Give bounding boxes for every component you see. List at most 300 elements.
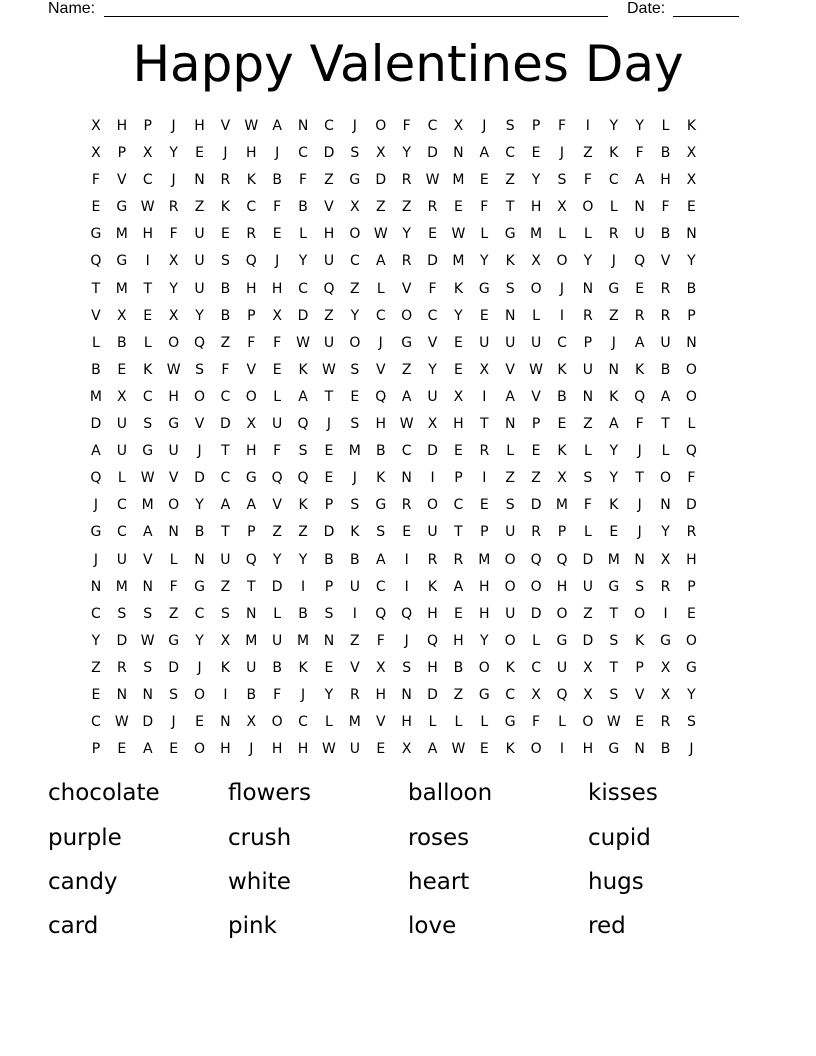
grid-letter[interactable]: X — [557, 470, 567, 487]
grid-letter[interactable]: L — [583, 524, 592, 541]
grid-letter[interactable]: C — [142, 172, 153, 189]
grid-letter[interactable]: A — [142, 741, 153, 758]
grid-letter[interactable]: N — [634, 199, 645, 216]
grid-letter[interactable]: D — [271, 578, 283, 595]
grid-letter[interactable]: O — [193, 741, 206, 758]
grid-letter[interactable]: P — [117, 145, 127, 162]
grid-letter[interactable]: K — [246, 172, 256, 189]
grid-letter[interactable]: O — [556, 253, 568, 270]
grid-letter[interactable]: L — [687, 416, 696, 433]
grid-letter[interactable]: G — [504, 226, 516, 243]
grid-letter[interactable]: H — [427, 659, 438, 676]
grid-letter[interactable]: E — [531, 145, 541, 162]
grid-letter[interactable]: K — [298, 497, 308, 514]
grid-letter[interactable]: L — [661, 118, 670, 134]
grid-letter[interactable]: K — [376, 470, 386, 487]
grid-letter[interactable]: R — [583, 307, 593, 324]
grid-letter[interactable]: X — [401, 741, 412, 758]
grid-letter[interactable]: N — [142, 578, 153, 595]
grid-letter[interactable]: W — [606, 714, 621, 731]
grid-letter[interactable]: R — [401, 497, 412, 514]
grid-letter[interactable]: G — [556, 632, 568, 649]
grid-letter[interactable]: I — [559, 307, 565, 324]
grid-letter[interactable]: P — [635, 659, 644, 676]
grid-letter[interactable]: I — [223, 686, 228, 703]
grid-letter[interactable]: X — [350, 199, 360, 216]
grid-letter[interactable]: A — [660, 388, 671, 405]
grid-letter[interactable]: L — [558, 226, 566, 243]
grid-letter[interactable]: Q — [427, 632, 439, 649]
grid-letter[interactable]: D — [427, 145, 438, 162]
grid-letter[interactable]: S — [143, 605, 153, 622]
grid-letter[interactable]: I — [585, 118, 590, 134]
grid-letter[interactable]: T — [454, 524, 463, 541]
grid-letter[interactable]: Y — [169, 280, 178, 297]
grid-letter[interactable]: L — [92, 334, 100, 351]
grid-letter[interactable]: Y — [609, 443, 619, 460]
grid-letter[interactable]: E — [195, 714, 204, 731]
grid-letter[interactable]: Y — [480, 253, 489, 270]
grid-letter[interactable]: Y — [687, 253, 696, 270]
grid-letter[interactable]: T — [324, 388, 334, 405]
grid-letter[interactable]: V — [220, 118, 231, 134]
grid-letter[interactable]: D — [427, 253, 438, 270]
grid-letter[interactable]: H — [453, 632, 464, 649]
grid-letter[interactable]: J — [559, 280, 565, 297]
grid-letter[interactable]: N — [401, 686, 412, 703]
grid-letter[interactable]: Z — [91, 659, 101, 676]
grid-letter[interactable]: O — [401, 307, 413, 324]
grid-letter[interactable]: G — [349, 172, 361, 189]
grid-letter[interactable]: M — [452, 172, 465, 189]
grid-letter[interactable]: Y — [402, 226, 411, 243]
grid-letter[interactable]: W — [399, 416, 414, 433]
grid-letter[interactable]: L — [454, 714, 463, 731]
grid-letter[interactable]: L — [143, 334, 152, 351]
grid-letter[interactable]: A — [608, 416, 619, 433]
grid-letter[interactable]: K — [635, 632, 645, 649]
grid-letter[interactable]: B — [220, 307, 231, 324]
grid-letter[interactable]: Y — [583, 253, 593, 270]
grid-letter[interactable]: O — [660, 470, 672, 487]
grid-letter[interactable]: U — [582, 361, 593, 378]
grid-letter[interactable]: C — [194, 605, 205, 622]
grid-letter[interactable]: F — [247, 334, 256, 351]
grid-letter[interactable]: A — [479, 145, 490, 162]
grid-letter[interactable]: H — [375, 686, 386, 703]
grid-letter[interactable]: B — [298, 199, 308, 216]
grid-letter[interactable]: D — [375, 172, 387, 189]
grid-letter[interactable]: W — [322, 361, 336, 378]
grid-letter[interactable]: C — [142, 388, 153, 405]
grid-letter[interactable]: V — [194, 416, 205, 433]
grid-letter[interactable]: N — [194, 551, 205, 568]
grid-letter[interactable]: K — [635, 361, 645, 378]
grid-letter[interactable]: P — [247, 307, 256, 324]
grid-letter[interactable]: C — [427, 118, 438, 134]
grid-letter[interactable]: J — [637, 497, 642, 514]
grid-letter[interactable]: V — [375, 714, 386, 731]
grid-letter[interactable]: C — [116, 497, 127, 514]
grid-letter[interactable]: V — [531, 388, 541, 405]
grid-letter[interactable]: J — [352, 118, 357, 134]
grid-letter[interactable]: C — [608, 172, 619, 189]
grid-letter[interactable]: X — [686, 172, 697, 189]
grid-letter[interactable]: E — [117, 741, 127, 758]
grid-letter[interactable]: B — [272, 172, 282, 189]
grid-letter[interactable]: H — [116, 118, 128, 134]
grid-letter[interactable]: I — [482, 470, 487, 487]
grid-letter[interactable]: E — [453, 334, 463, 351]
grid-letter[interactable]: Q — [297, 470, 309, 487]
grid-letter[interactable]: E — [195, 145, 204, 162]
grid-letter[interactable]: P — [687, 578, 696, 595]
grid-letter[interactable]: J — [171, 118, 176, 134]
grid-letter[interactable]: G — [608, 280, 620, 297]
grid-letter[interactable]: J — [637, 524, 642, 541]
grid-letter[interactable]: F — [661, 199, 670, 216]
grid-letter[interactable]: E — [220, 226, 230, 243]
grid-letter[interactable]: L — [583, 226, 592, 243]
grid-letter[interactable]: J — [611, 253, 616, 270]
grid-letter[interactable]: T — [505, 199, 515, 216]
grid-letter[interactable]: M — [555, 497, 569, 514]
grid-letter[interactable]: R — [479, 443, 490, 460]
grid-letter[interactable]: J — [275, 253, 280, 270]
grid-letter[interactable]: F — [273, 443, 282, 460]
grid-letter[interactable]: S — [298, 443, 308, 460]
grid-letter[interactable]: J — [326, 416, 332, 433]
grid-letter[interactable]: G — [375, 497, 387, 514]
grid-letter[interactable]: X — [91, 145, 101, 162]
grid-letter[interactable]: F — [169, 226, 178, 243]
grid-letter[interactable]: X — [168, 253, 179, 270]
grid-letter[interactable]: X — [272, 307, 282, 324]
grid-letter[interactable]: X — [246, 714, 257, 731]
grid-letter[interactable]: N — [582, 388, 594, 405]
grid-letter[interactable]: L — [532, 632, 540, 649]
grid-letter[interactable]: N — [220, 714, 231, 731]
grid-letter[interactable]: J — [93, 497, 99, 514]
grid-letter[interactable]: U — [505, 524, 516, 541]
grid-letter[interactable]: P — [480, 524, 489, 541]
grid-letter[interactable]: Q — [245, 253, 257, 270]
grid-letter[interactable]: D — [582, 632, 594, 649]
grid-letter[interactable]: R — [453, 551, 464, 568]
grid-letter[interactable]: G — [660, 632, 671, 649]
grid-letter[interactable]: M — [141, 497, 154, 514]
grid-letter[interactable]: N — [90, 578, 102, 595]
grid-letter[interactable]: T — [480, 416, 489, 433]
grid-letter[interactable]: N — [660, 497, 671, 514]
grid-letter[interactable]: S — [117, 605, 127, 622]
grid-letter[interactable]: S — [350, 416, 360, 433]
grid-letter[interactable]: D — [530, 497, 542, 514]
grid-letter[interactable]: G — [90, 226, 102, 243]
grid-letter[interactable]: J — [559, 145, 565, 162]
grid-letter[interactable]: S — [402, 659, 412, 676]
grid-letter[interactable]: S — [505, 280, 515, 297]
grid-letter[interactable]: R — [634, 307, 645, 324]
grid-letter[interactable]: G — [245, 470, 257, 487]
grid-letter[interactable]: E — [557, 416, 567, 433]
grid-letter[interactable]: Q — [90, 470, 102, 487]
grid-letter[interactable]: K — [557, 361, 567, 378]
grid-letter[interactable]: Y — [402, 145, 411, 162]
grid-letter[interactable]: U — [194, 226, 205, 243]
grid-letter[interactable]: Y — [91, 632, 101, 649]
grid-letter[interactable]: H — [453, 416, 464, 433]
grid-letter[interactable]: W — [166, 361, 181, 378]
grid-letter[interactable]: Z — [324, 307, 334, 324]
grid-letter[interactable]: K — [505, 659, 515, 676]
grid-letter[interactable]: U — [582, 578, 593, 595]
grid-letter[interactable]: D — [323, 145, 335, 162]
grid-letter[interactable]: R — [427, 199, 438, 216]
grid-letter[interactable]: A — [505, 388, 515, 405]
grid-letter[interactable]: L — [532, 307, 540, 324]
grid-letter[interactable]: V — [272, 497, 282, 514]
grid-letter[interactable]: W — [373, 226, 388, 243]
grid-letter[interactable]: S — [350, 145, 360, 162]
grid-letter[interactable]: T — [91, 280, 101, 297]
grid-letter[interactable]: Y — [195, 632, 204, 649]
grid-letter[interactable]: C — [375, 307, 386, 324]
grid-letter[interactable]: R — [349, 686, 360, 703]
grid-letter[interactable]: O — [427, 497, 439, 514]
grid-letter[interactable]: H — [686, 551, 697, 568]
grid-letter[interactable]: E — [609, 524, 619, 541]
grid-letter[interactable]: W — [451, 226, 466, 243]
grid-letter[interactable]: Z — [350, 280, 360, 297]
grid-letter[interactable]: Z — [220, 578, 231, 595]
grid-letter[interactable]: C — [375, 578, 386, 595]
grid-letter[interactable]: O — [530, 280, 542, 297]
grid-letter[interactable]: Y — [609, 470, 619, 487]
grid-letter[interactable]: K — [609, 388, 619, 405]
grid-letter[interactable]: U — [349, 741, 360, 758]
grid-letter[interactable]: F — [557, 118, 566, 134]
grid-letter[interactable]: Q — [323, 280, 335, 297]
grid-letter[interactable]: C — [91, 605, 101, 622]
grid-letter[interactable]: I — [301, 578, 306, 595]
grid-letter[interactable]: A — [427, 741, 438, 758]
grid-letter[interactable]: R — [660, 714, 671, 731]
grid-letter[interactable]: C — [401, 443, 412, 460]
grid-letter[interactable]: T — [221, 524, 230, 541]
grid-letter[interactable]: E — [687, 199, 696, 216]
grid-letter[interactable]: X — [686, 145, 697, 162]
grid-letter[interactable]: S — [557, 172, 567, 189]
grid-letter[interactable]: U — [168, 443, 179, 460]
grid-letter[interactable]: K — [609, 145, 619, 162]
grid-letter[interactable]: Y — [195, 497, 204, 514]
grid-letter[interactable]: H — [297, 741, 309, 758]
grid-letter[interactable]: Z — [583, 416, 593, 433]
grid-letter[interactable]: G — [168, 632, 180, 649]
grid-letter[interactable]: X — [531, 686, 541, 703]
grid-letter[interactable]: C — [324, 118, 334, 134]
grid-letter[interactable]: V — [375, 361, 386, 378]
grid-letter[interactable]: I — [145, 253, 150, 270]
grid-letter[interactable]: S — [350, 497, 360, 514]
grid-letter[interactable]: E — [635, 714, 645, 731]
grid-letter[interactable]: Q — [634, 253, 646, 270]
grid-letter[interactable]: J — [352, 470, 357, 487]
grid-letter[interactable]: M — [478, 551, 491, 568]
grid-letter[interactable]: N — [608, 361, 619, 378]
grid-letter[interactable]: X — [427, 416, 438, 433]
grid-letter[interactable]: H — [220, 741, 231, 758]
grid-letter[interactable]: Q — [297, 416, 309, 433]
grid-letter[interactable]: E — [428, 226, 437, 243]
grid-letter[interactable]: B — [117, 334, 127, 351]
grid-letter[interactable]: N — [297, 118, 309, 134]
grid-letter[interactable]: E — [453, 361, 463, 378]
grid-letter[interactable]: Q — [634, 388, 646, 405]
grid-letter[interactable]: B — [660, 145, 671, 162]
grid-letter[interactable]: G — [194, 578, 205, 595]
grid-letter[interactable]: D — [142, 714, 154, 731]
grid-letter[interactable]: H — [530, 199, 542, 216]
grid-letter[interactable]: M — [607, 551, 620, 568]
grid-letter[interactable]: B — [557, 388, 567, 405]
grid-letter[interactable]: X — [117, 307, 127, 324]
grid-letter[interactable]: K — [453, 280, 463, 297]
grid-letter[interactable]: M — [115, 280, 128, 297]
grid-letter[interactable]: H — [401, 714, 412, 731]
grid-letter[interactable]: M — [115, 578, 128, 595]
grid-letter[interactable]: V — [505, 361, 515, 378]
grid-letter[interactable]: O — [504, 551, 516, 568]
grid-letter[interactable]: O — [478, 659, 490, 676]
grid-letter[interactable]: N — [634, 551, 645, 568]
grid-letter[interactable]: E — [272, 226, 282, 243]
grid-letter[interactable]: B — [660, 361, 671, 378]
grid-letter[interactable]: T — [247, 578, 256, 595]
grid-letter[interactable]: G — [478, 686, 490, 703]
grid-letter[interactable]: G — [116, 199, 128, 216]
grid-letter[interactable]: D — [90, 416, 102, 433]
grid-letter[interactable]: J — [197, 443, 202, 460]
grid-letter[interactable]: O — [685, 632, 697, 649]
grid-letter[interactable]: S — [350, 361, 360, 378]
grid-letter[interactable]: G — [116, 253, 128, 270]
grid-letter[interactable]: E — [453, 199, 463, 216]
grid-letter[interactable]: X — [91, 118, 101, 134]
grid-letter[interactable]: L — [325, 714, 333, 731]
grid-letter[interactable]: U — [427, 524, 438, 541]
grid-letter[interactable]: J — [404, 632, 409, 649]
grid-letter[interactable]: Y — [687, 686, 696, 703]
grid-letter[interactable]: Z — [505, 172, 515, 189]
grid-letter[interactable]: W — [140, 632, 155, 649]
grid-letter[interactable]: C — [505, 145, 516, 162]
grid-letter[interactable]: X — [246, 416, 257, 433]
grid-letter[interactable]: X — [168, 307, 179, 324]
grid-letter[interactable]: E — [402, 524, 412, 541]
grid-letter[interactable]: O — [504, 632, 516, 649]
grid-letter[interactable]: V — [427, 334, 438, 351]
grid-letter[interactable]: X — [479, 361, 490, 378]
grid-letter[interactable]: S — [143, 659, 153, 676]
grid-letter[interactable]: H — [582, 741, 594, 758]
grid-letter[interactable]: D — [427, 443, 438, 460]
grid-letter[interactable]: O — [271, 714, 283, 731]
grid-letter[interactable]: N — [168, 524, 179, 541]
grid-letter[interactable]: B — [375, 443, 386, 460]
grid-letter[interactable]: U — [116, 443, 127, 460]
grid-letter[interactable]: J — [93, 551, 99, 568]
grid-letter[interactable]: P — [143, 118, 152, 134]
grid-letter[interactable]: K — [143, 361, 153, 378]
grid-letter[interactable]: L — [506, 443, 515, 460]
grid-letter[interactable]: T — [661, 416, 670, 433]
grid-letter[interactable]: T — [143, 280, 152, 297]
grid-letter[interactable]: K — [557, 443, 567, 460]
grid-letter[interactable]: I — [430, 470, 435, 487]
grid-letter[interactable]: N — [401, 470, 412, 487]
grid-letter[interactable]: A — [272, 118, 282, 134]
grid-letter[interactable]: J — [689, 741, 694, 758]
grid-letter[interactable]: B — [686, 280, 697, 297]
grid-letter[interactable]: Y — [428, 361, 437, 378]
grid-letter[interactable]: S — [609, 686, 619, 703]
grid-letter[interactable]: L — [428, 714, 437, 731]
grid-letter[interactable]: F — [583, 497, 592, 514]
grid-letter[interactable]: F — [402, 118, 411, 134]
grid-letter[interactable]: Y — [635, 118, 644, 134]
grid-letter[interactable]: C — [220, 470, 231, 487]
grid-letter[interactable]: F — [428, 280, 437, 297]
grid-letter[interactable]: E — [324, 443, 334, 460]
grid-letter[interactable]: V — [246, 361, 257, 378]
grid-letter[interactable]: H — [246, 280, 257, 297]
grid-letter[interactable]: L — [480, 226, 489, 243]
grid-letter[interactable]: X — [453, 118, 464, 134]
grid-letter[interactable]: Z — [608, 307, 619, 324]
grid-letter[interactable]: C — [298, 145, 308, 162]
grid-letter[interactable]: Y — [298, 551, 308, 568]
grid-letter[interactable]: E — [91, 686, 101, 703]
grid-letter[interactable]: A — [375, 551, 386, 568]
grid-letter[interactable]: U — [427, 388, 438, 405]
grid-letter[interactable]: J — [275, 145, 280, 162]
grid-letter[interactable]: S — [635, 578, 645, 595]
grid-letter[interactable]: P — [247, 524, 256, 541]
grid-letter[interactable]: B — [194, 524, 205, 541]
grid-letter[interactable]: E — [635, 280, 645, 297]
grid-letter[interactable]: Q — [245, 551, 257, 568]
grid-letter[interactable]: F — [91, 172, 100, 189]
grid-letter[interactable]: Q — [271, 470, 283, 487]
grid-letter[interactable]: Y — [324, 686, 334, 703]
grid-letter[interactable]: L — [273, 388, 282, 405]
grid-letter[interactable]: Y — [480, 632, 489, 649]
grid-letter[interactable]: D — [686, 497, 697, 514]
grid-letter[interactable]: O — [685, 388, 697, 405]
grid-letter[interactable]: E — [479, 307, 489, 324]
grid-letter[interactable]: Z — [194, 199, 205, 216]
grid-letter[interactable]: U — [194, 253, 205, 270]
grid-letter[interactable]: R — [660, 578, 671, 595]
grid-letter[interactable]: F — [532, 714, 541, 731]
grid-letter[interactable]: G — [608, 578, 620, 595]
grid-letter[interactable]: C — [349, 253, 360, 270]
grid-letter[interactable]: O — [504, 578, 516, 595]
grid-letter[interactable]: A — [91, 443, 101, 460]
grid-letter[interactable]: E — [324, 659, 334, 676]
